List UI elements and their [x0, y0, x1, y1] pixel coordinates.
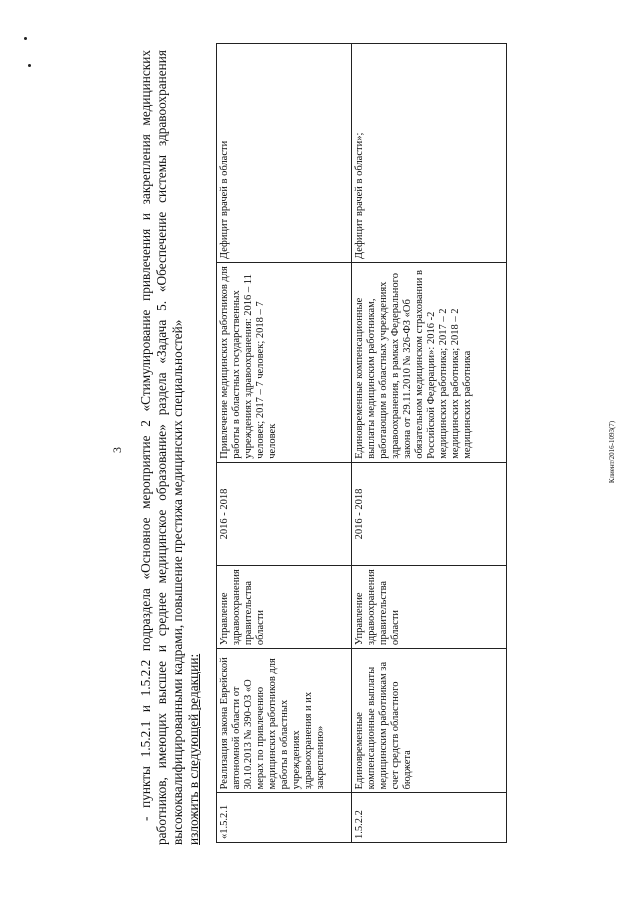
cell-result: Привлечение медицинских работников для работы в областных государственных учреждениях здравоохранения: 2016 – 11 человек; 2017 – 7 человек; 2018 – 7 человек: [217, 263, 352, 463]
page-number: 3: [110, 447, 124, 453]
scan-dot: [28, 64, 31, 67]
cell-name: Реализация закона Еврейской автономной области от 30.10.2013 № 390-ОЗ «О мерах по привлечению медицинских работников для работы в областных учреждениях здравоохранения и их закреплению»: [217, 649, 352, 793]
cell-risk: Дефицит врачей в области»;: [352, 44, 507, 263]
rotated-sheet: [110, 35, 570, 865]
cell-name: Единовременные компенсационные выплаты медицинским работникам за счет средств областного бюджета: [352, 649, 507, 793]
scan-dot: [24, 37, 27, 40]
table-row: [352, 44, 507, 843]
cell-period: 2016 - 2018: [352, 462, 507, 565]
table-row: [217, 44, 352, 843]
cell-num: «1.5.2.1: [217, 793, 352, 843]
measures-table: [216, 43, 507, 843]
cell-period: 2016 - 2018: [217, 462, 352, 565]
cell-num: 1.5.2.2: [352, 793, 507, 843]
cell-executor: Управление здравоохранения правительства области: [352, 566, 507, 649]
intro-text: [138, 50, 202, 845]
cell-result: Единовременные компенсационные выплаты медицинским работникам, работающим в областных учреждениях здравоохранения, в рамках Федерального закона от 29.11.2010 № 326-ФЗ «Об обязательном медицинском страховании в Российской Федерации»: 2016 -2 медицинских работника; 2017 – 2 медицинских работника; 2018 – 2 медицинских работника: [352, 263, 507, 463]
intro-paragraph: - пункты 1.5.2.1 и 1.5.2.2 подраздела «Основное мероприятие 2 «Стимулирование привлечения и закрепления медицинских работников, имеющих высшее и среднее медицинское образование» раздела «Задача 5. «Обеспечение системы здравоохранения высококвалифицированными кадрами, повышение престижа медицинских специальностей»: [138, 50, 185, 845]
document-code: Клиент/2016-1093(7): [608, 420, 616, 484]
cell-risk: Дефицит врачей в области: [217, 44, 352, 263]
intro-last-line: изложить в следующей редакции:: [186, 653, 201, 845]
cell-executor: Управление здравоохранения правительства области: [217, 566, 352, 649]
